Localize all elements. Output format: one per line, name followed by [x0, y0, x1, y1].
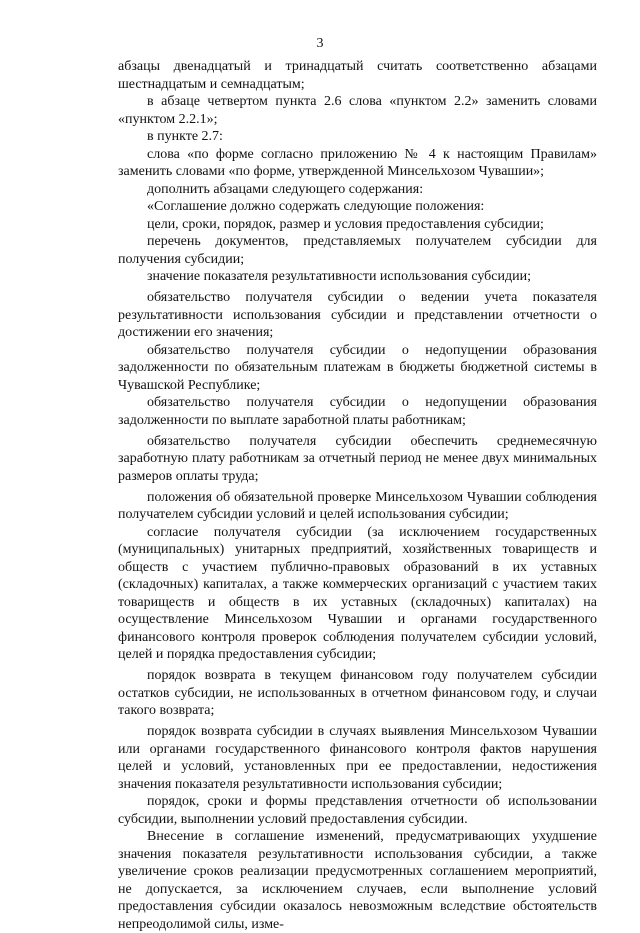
paragraph: порядок возврата субсидии в случаях выявления Минсельхозом Чувашии или органами государственного финансового контроля фактов нарушения целей и условий, установленных при ее предоставлении, недостижения значения показателя результативности использования субсидии;	[118, 724, 597, 792]
paragraph: значение показателя результативности использования субсидии;	[147, 269, 532, 284]
paragraph: порядок, сроки и формы представления отчетности об использовании субсидии, выполнении условий предоставления субсидии.	[118, 794, 597, 827]
paragraph: обязательство получателя субсидии обеспечить среднемесячную заработную плату работникам за отчетный период не менее двух минимальных размеров оплаты труда;	[118, 433, 597, 484]
paragraph: обязательство получателя субсидии о недопущении образования задолженности по обязательным платежам в бюджеты бюджетной системы в Чувашской Республике;	[118, 342, 597, 393]
paragraph: согласие получателя субсидии (за исключением государственных (муниципальных) унитарных предприятий, хозяйственных товариществ и обществ с участием публично-правовых образований в их уставных (складочных) капиталах, а также коммерческих организаций с участием таких товариществ и обществ в их уставных (складочных) капиталах) на осуществление Минсельхозом Чувашии и органами государственного финансового контроля проверок соблюдения получателем субсидии условий, целей и порядка предоставления субсидии;	[118, 524, 597, 662]
body-text	[118, 58, 597, 933]
page-number: 3	[316, 36, 324, 51]
paragraph: слова «по форме согласно приложению № 4 к настоящим Правилам» заменить словами «по форме, утвержденной Минсельхозом Чувашии»;	[118, 146, 597, 179]
paragraph: в абзаце четвертом пункта 2.6 слова «пунктом 2.2» заменить словами «пунктом 2.2.1»;	[118, 94, 597, 127]
paragraph: «Соглашение должно содержать следующие положения:	[147, 199, 485, 214]
paragraph: порядок возврата в текущем финансовом году получателем субсидии остатков субсидии, не использованных в отчетном финансовом году, и случаи такого возврата;	[118, 668, 597, 718]
paragraph: цели, сроки, порядок, размер и условия предоставления субсидии;	[147, 216, 544, 232]
paragraph: Внесение в соглашение изменений, предусматривающих ухудшение значения показателя результативности использования субсидии, а также увеличение сроков реализации предусмотренных соглашением мероприятий, не допускается, за исключением случаев, если выполнение условий предоставления субсидии оказалось невозможным вследствие обстоятельств непреодолимой силы, изме-	[118, 829, 597, 932]
paragraph: обязательство получателя субсидии о недопущении образования задолженности по выплате заработной платы работникам;	[118, 395, 597, 428]
paragraph: перечень документов, представляемых получателем субсидии для получения субсидии;	[118, 234, 597, 267]
paragraph: абзацы двенадцатый и тринадцатый считать соответственно абзацами шестнадцатым и семнадцатым;	[118, 59, 597, 92]
paragraph: положения об обязательной проверке Минсельхозом Чувашии соблюдения получателем субсидии условий и целей использования субсидии;	[118, 489, 597, 522]
paragraph: в пункте 2.7:	[147, 129, 223, 144]
paragraph: обязательство получателя субсидии о ведении учета показателя результативности использования субсидии и представлении отчетности о достижении его значения;	[118, 290, 597, 340]
paragraph: дополнить абзацами следующего содержания:	[147, 181, 424, 197]
